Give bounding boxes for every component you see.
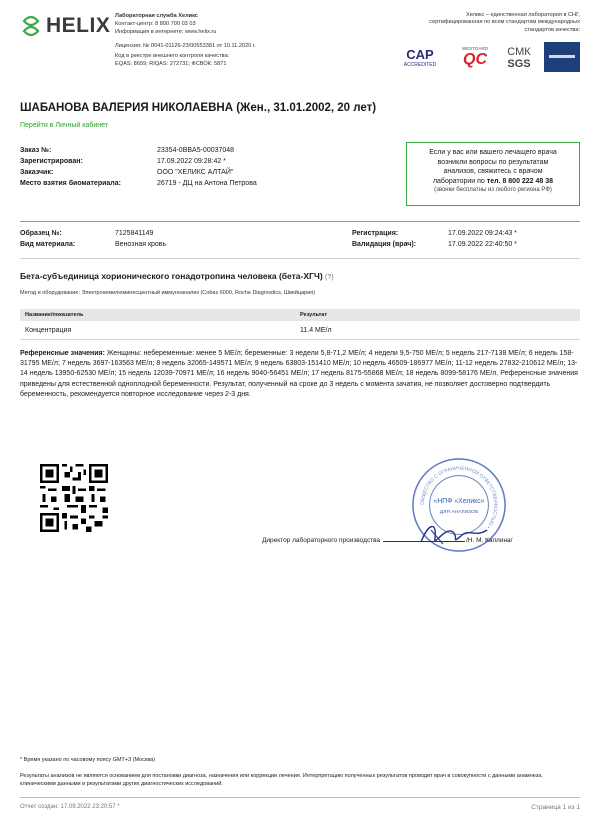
divider — [20, 797, 580, 798]
order-details — [20, 145, 257, 189]
notice-line: анализов, свяжитесь с врачом — [443, 168, 543, 175]
helix-logo — [20, 14, 110, 38]
contact-phone: Контакт-центр: 8 800 700 03 03 — [115, 21, 196, 27]
cap-accredited-logo — [391, 42, 449, 72]
order-label: Зарегистрирован: — [20, 158, 83, 165]
info-icon[interactable]: (?) — [325, 274, 334, 281]
signature-line — [383, 541, 465, 542]
test-title-text: Бета-субъединица хорионического гонадотропина человека (бета-ХГЧ) — [20, 271, 323, 281]
westgard-qc-logo — [456, 42, 494, 72]
order-label: Заказ №: — [20, 147, 52, 154]
sample-value: 7125841149 — [115, 230, 154, 237]
sample-value: Венозная кровь — [115, 240, 167, 248]
cert-note-3: стандартов качества: — [524, 26, 580, 33]
cap-sub: ACCREDITED — [403, 61, 437, 68]
order-label: Заказчик: — [20, 169, 54, 176]
director-label: Директор лабораторного производства — [262, 537, 381, 544]
page-number: Страница 1 из 1 — [531, 804, 580, 811]
sample-row — [20, 240, 166, 251]
column-result: Результат — [300, 312, 328, 318]
test-title — [20, 271, 334, 281]
sample-label: Образец №: — [20, 230, 62, 237]
notice-phone-line — [413, 177, 573, 187]
license: Лицензия: № Л041-01126-23/00553381 от 10.11.2020 г. — [115, 43, 256, 49]
order-row — [20, 178, 257, 189]
global-cert-logo — [544, 42, 580, 72]
personal-cabinet-link[interactable]: Перейти в Личный кабинет — [20, 122, 109, 129]
registration-label: Валидация (врач): — [352, 240, 417, 248]
table-row — [20, 321, 580, 340]
order-value: 26719 - ДЦ на Антона Петрова — [157, 180, 257, 187]
registration-value: 17.09.2022 09:24:43 * — [448, 230, 517, 237]
sample-details — [20, 229, 166, 250]
notice-phone[interactable]: тел. 8 800 222 48 38 — [486, 177, 554, 185]
registration-label: Регистрация: — [352, 230, 399, 237]
order-row — [20, 156, 257, 167]
notice-line: возникли вопросы по результатам — [437, 158, 549, 166]
order-label: Место взятия биоматериала: — [20, 180, 121, 187]
director-name: /Н. М. Каплина/ — [465, 537, 513, 544]
order-row — [20, 145, 257, 156]
test-method: Метод и оборудование: Электрохемилюминесцентный иммуноанализ (Cobas 6000, Roche Diagnostics, Швейцария) — [20, 290, 316, 296]
qr-code — [40, 464, 108, 532]
result-value: 11.4 МЕ/л — [300, 326, 332, 334]
westgard-text: WESTGARD — [461, 45, 488, 51]
certification-logos — [391, 42, 580, 74]
report-created: Отчет создан: 17.09.2022 23:20:57 * — [20, 804, 120, 810]
qc-text: QC — [463, 50, 487, 68]
order-value: 17.09.2022 09:28:42 * — [157, 158, 226, 165]
stamp-ring-text: ОБЩЕСТВО С ОГРАНИЧЕННОЙ ОТВЕТСТВЕННОСТЬЮ • — [420, 466, 498, 529]
doctor-contact-notice — [406, 142, 580, 206]
registration-row — [352, 229, 517, 240]
globe-icon — [547, 51, 577, 63]
notice-free-call: (звонки бесплатны из любого региона РФ) — [434, 187, 552, 193]
order-value: 23354-0BBA5-00037048 — [157, 147, 235, 154]
helix-logo-icon — [20, 15, 42, 37]
info-icon-glyph: ? — [327, 274, 332, 281]
registry-line-2: EQAS: 8659; RIQAS: 272731; ФСВОК: 5871 — [115, 61, 227, 67]
order-value: ООО "ХЕЛИКС АЛТАЙ" — [157, 169, 234, 176]
order-row — [20, 167, 257, 178]
divider — [20, 221, 580, 222]
cert-note-1: Хеликс – единственная лаборатория в СНГ, — [465, 12, 580, 18]
disclaimer: Результаты анализов не являются основанием для постановки диагноза, назначения или коррекции лечения. Интерпретацию полученных результатов проводит врач в совокупности с данными анамнеза, клиническими данными и результатами других диагностических исследований. — [20, 773, 543, 787]
website: Информация в интернете: www.helix.ru — [115, 29, 217, 35]
timezone-note: * Время указано по часовому поясу GMT+3 (Москва) — [20, 757, 156, 763]
cap-text: CAP — [406, 46, 434, 62]
sgs-logo — [501, 42, 537, 74]
registry-line-1: Код в реестре внешнего контроля качества: — [115, 53, 230, 59]
notice-line: Если у вас или вашего лечащего врача — [429, 149, 557, 156]
director-line — [262, 537, 512, 544]
notice-prefix: лаборатории по — [432, 177, 487, 185]
certification-note — [345, 12, 580, 34]
sample-row — [20, 229, 166, 240]
stamp-center-text: «НПФ «Хеликс» — [433, 498, 485, 506]
logo-text: HELIX — [46, 14, 111, 37]
sample-label: Вид материала: — [20, 240, 76, 248]
divider — [20, 258, 580, 259]
lab-info — [115, 12, 256, 68]
reference-label: Референсные значения: — [20, 350, 105, 357]
reference-text: Женщины: небеременные: менее 5 МЕ/л; беременные: 3 недели 5,8-71,2 МЕ/л; 4 недели 9,5-750 МЕ/л; 5 недель 217-7138 МЕ/л; 6 недель 158-31795 МЕ/л; 7 недель 3697-163563 МЕ/л; 8 недель 32065-149571 МЕ/л; 9 недель 63803-151410 МЕ/л; 10 недель 46509-186977 МЕ/л; 11-12 недель 27832-210612 МЕ/л; 13-14 недель 13950-62530 МЕ/л; 15 недель 12039-70971 МЕ/л; 16 недель 9040-56451 МЕ/л; 17 недель 8175-55868 МЕ/л; 18 недель 8099-58176 МЕ/л. Референсные значения приведены для естественной одноплодной беременности. Результат, полученный на сроке до 3 недель с момента зачатия, не позволяет достоверно подтвердить беременность, рекомендуется повторное исследование через 2-3 дня. — [20, 350, 578, 398]
results-header — [20, 309, 580, 321]
registration-row — [352, 240, 517, 251]
result-name: Концентрация — [25, 326, 72, 334]
stamp-sub-text: ДЛЯ АНАЛИЗОВ — [439, 509, 479, 515]
reference-values — [20, 349, 580, 400]
cert-note-2: сертифицированная по всем стандартам международных — [429, 19, 580, 26]
registration-details — [352, 229, 517, 250]
cmk-text: СМК — [507, 46, 531, 58]
signature — [415, 518, 495, 550]
registration-value: 17.09.2022 22:40:50 * — [448, 240, 517, 248]
lab-name: Лабораторная служба Хеликс — [115, 13, 198, 19]
results-table — [20, 309, 580, 340]
sgs-text: SGS — [507, 58, 531, 70]
column-name: Название/показатель — [25, 312, 84, 318]
patient-name: ШАБАНОВА ВАЛЕРИЯ НИКОЛАЕВНА (Жен., 31.01.2002, 20 лет) — [20, 102, 377, 114]
